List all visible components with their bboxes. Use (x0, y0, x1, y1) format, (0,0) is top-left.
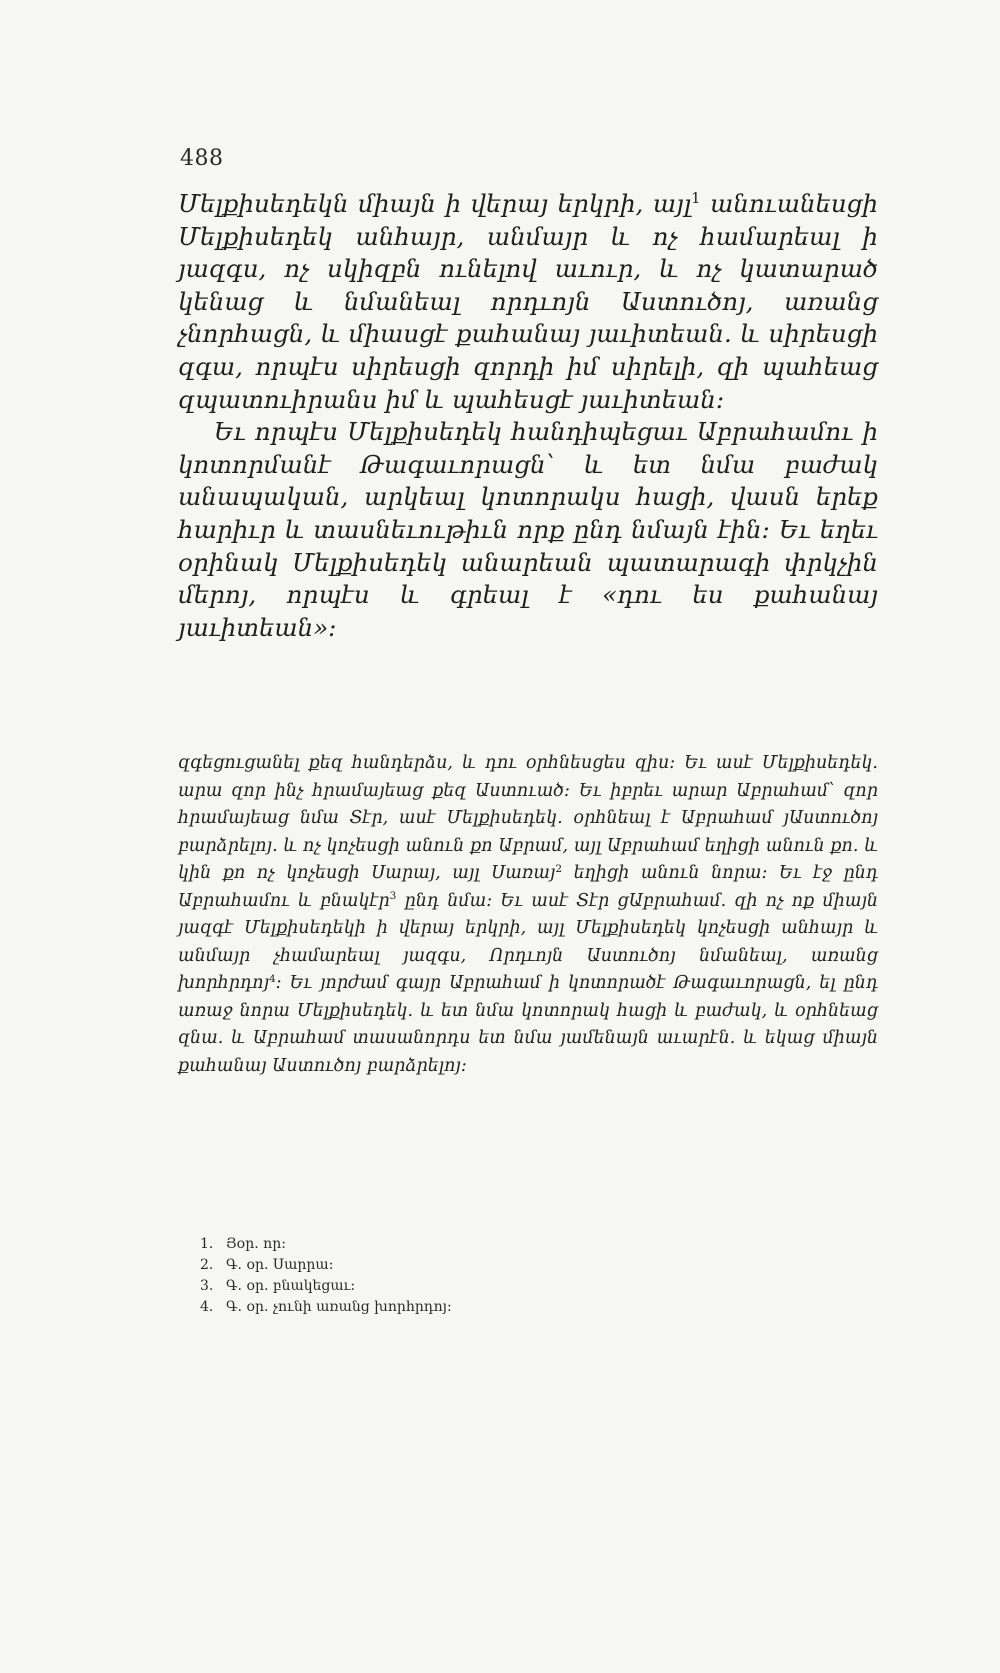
quote-segment-2: եղիցի անուն նորա։ Եւ էջ ընդ Աբրահամու և բնակէր (178, 863, 878, 911)
footnote-2 (200, 1255, 800, 1276)
page-number: 488 (180, 146, 224, 171)
main-paragraph-2 (178, 416, 878, 644)
quoted-paragraph (178, 750, 878, 1080)
footnote-3 (200, 1276, 800, 1297)
footnote-ref-1: 1 (691, 190, 701, 208)
footnote-1-number: 1. (200, 1236, 214, 1252)
main-paragraph-1-text: Մելքիսեդեկն միայն ի վերայ երկրի, այլ (178, 189, 692, 218)
footnote-ref-4: 4 (268, 972, 276, 985)
quote-segment-3: ընդ նմա։ Եւ ասէ Տէր ցԱբրահամ. զի ոչ ոք միայն յազգէ Մելքիսեդեկի ի վերայ երկրի, այլ Մելքիսեդեկ կոչեսցի անհայր և անմայր չհամարեալ յազգս, Որդւոյն Աստուծոյ նմանեալ, առանց խորհրդոյ (178, 890, 878, 993)
quoted-passage (178, 750, 878, 1080)
footnote-2-number: 2. (200, 1257, 214, 1273)
main-paragraph-2-text: Եւ որպէս Մելքիսեդեկ հանդիպեցաւ Աբրահամու ի կոտորմանէ Թագաւորացն՝ և ետ նմա բաժակ անապական, արկեալ կոտորակս հացի, վասն երեք հարիւր և տասնեւութիւն որք ընդ նմայն էին։ Եւ եղեւ օրինակ Մելքիսեդեկ անարեան պատարագի փրկչին մերոյ, որպէս և գրեալ է «դու ես քահանայ յաւիտեան»։ (178, 417, 878, 642)
quote-segment-4: ։ Եւ յորժամ գայր Աբրահամ ի կոտորածէ Թագաւորացն, ել ընդ առաջ նորա Մելքիսեդեկ. և ետ նմա կոտորակ հացի և բաժակ, և օրհնեաց զնա. և Աբրահամ տասանորդս ետ նմա յամենայն աւարէն. և եկաց միայն քահանայ Աստուծոյ բարձրելոյ։ (178, 973, 878, 1076)
footnote-3-number: 3. (200, 1278, 214, 1294)
main-text-body (178, 188, 878, 644)
main-paragraph-1-text-cont: անուանեսցի Մելքիսեդեկ անհայր, անմայր և ոչ համարեալ ի յազգս, ոչ սկիզբն ունելով աւուր, և ոչ կատարած կենաց և նմանեալ որդւոյն Աստուծոյ, առանց չնորհացն, և միասցէ քահանայ յաւիտեան. և սիրեսցի զգա, որպէս սիրեսցի զորդի իմ սիրելի, զի պահեաց զպատուիրանս իմ և պահեսցէ յաւիտեան։ (178, 189, 878, 414)
footnote-1 (200, 1234, 800, 1255)
footnote-ref-2: 2 (555, 862, 563, 875)
footnote-4-number: 4. (200, 1299, 214, 1315)
main-paragraph-1 (178, 188, 878, 416)
footnote-4 (200, 1297, 800, 1318)
footnote-ref-3: 3 (389, 890, 397, 903)
quote-segment-1: զգեցուցանել քեզ հանդերձս, և դու օրհնեսցես զիս։ Եւ ասէ Մելքիսեդեկ. արա զոր ինչ հրամայեաց քեզ Աստուած։ Եւ իբրեւ արար Աբրահամ՝ զոր հրամայեաց նմա Տէր, ասէ Մելքիսեդեկ. օրհնեալ է Աբրահամ յԱստուծոյ բարձրելոյ. և ոչ կոչեսցի անուն քո Աբրամ, այլ Աբրահամ եղիցի անուն քո. և կին քո ոչ կոչեսցի Սարայ, այլ Սառայ (178, 753, 878, 883)
footnotes (200, 1234, 800, 1318)
footnote-1-text: Յօր. որ։ (226, 1236, 286, 1252)
footnote-3-text: Գ. օր. բնակեցաւ։ (226, 1278, 356, 1294)
footnote-4-text: Գ. օր. չունի առանց խորհրդոյ։ (226, 1299, 452, 1315)
footnote-2-text: Գ. օր. Սարրա։ (226, 1257, 334, 1273)
